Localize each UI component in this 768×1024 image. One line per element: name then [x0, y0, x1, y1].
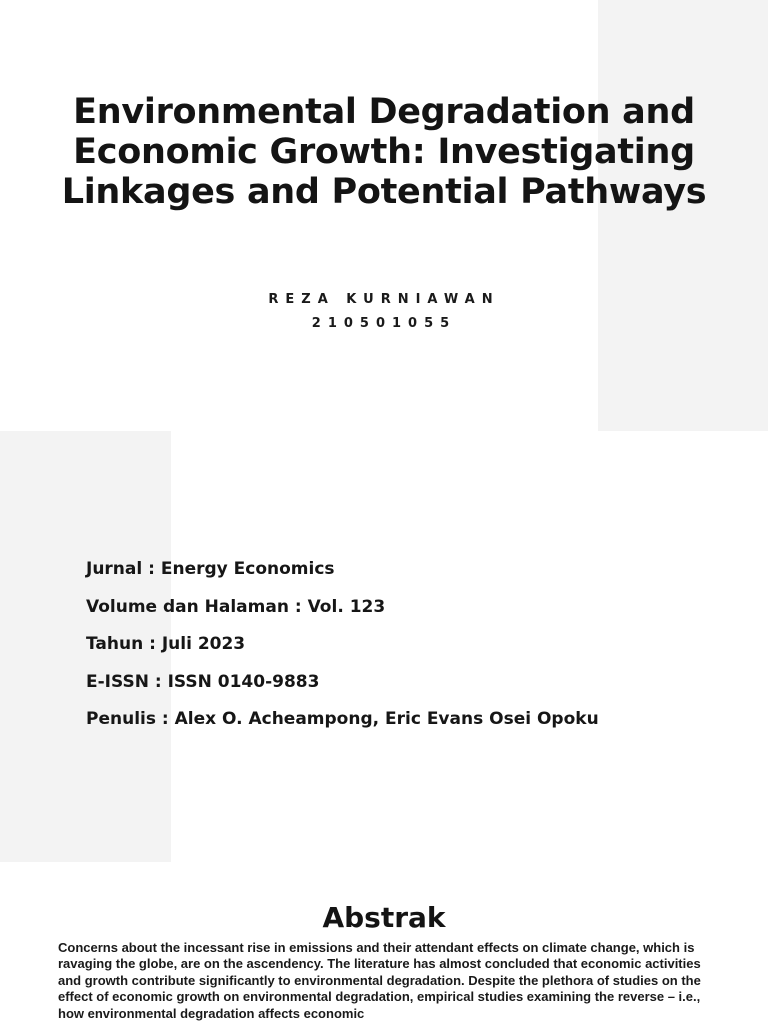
- journal-volume: Volume dan Halaman : Vol. 123: [86, 596, 386, 617]
- abstract-text: Concerns about the incessant rise in emissions and their attendant effects on climate change, which is ravaging the globe, are on the ascendency. The literature has almost concluded that economic activities and growth contribute significantly to environmental degradation. Despite the plethora of studies on the effect of economic growth on environmental degradation, empirical studies examining the reverse – i.e., how environmental degradation affects economic: [58, 940, 701, 1021]
- abstract-heading: Abstrak: [322, 901, 446, 934]
- journal-name: Jurnal : Energy Economics: [86, 559, 335, 579]
- document-title: Environmental Degradation and Economic Growth: Investigating Linkages and Potential Pathways: [61, 92, 707, 212]
- author-name: REZA KURNIAWAN: [268, 292, 500, 307]
- author-id: 210501055: [311, 316, 457, 331]
- journal-issn: E-ISSN : ISSN 0140-9883: [86, 671, 320, 692]
- background-panel-top-right: [598, 0, 768, 431]
- journal-info-list: [86, 558, 706, 746]
- journal-year: Tahun : Juli 2023: [86, 634, 246, 654]
- journal-authors: Penulis : Alex O. Acheampong, Eric Evans Osei Opoku: [86, 709, 599, 729]
